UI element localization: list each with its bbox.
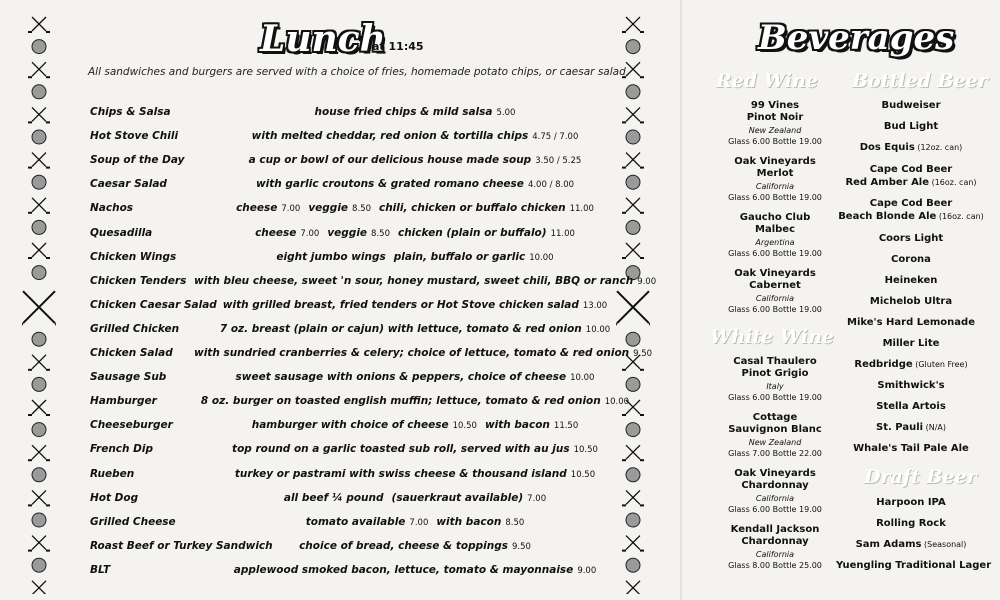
- menu-item-name: Caesar Salad: [90, 178, 167, 191]
- beverages-title: Beverages: [758, 18, 955, 58]
- wine-region: New Zealand: [748, 126, 802, 135]
- beer-item: [836, 518, 986, 530]
- wine-prices: Glass 8.00 Bottle 25.00: [728, 561, 822, 570]
- menu-item-name: Chicken Salad: [90, 347, 173, 359]
- menu-item-text: top round on a garlic toasted sub roll, served with au jus: [232, 443, 570, 456]
- beer-name: Mike's Hard Lemonade: [847, 317, 975, 328]
- beer-item: [836, 539, 986, 551]
- menu-item-description: [190, 443, 640, 455]
- beer-name: Rolling Rock: [876, 518, 946, 529]
- wine-name: Casal Thaulero Pinot Grigio: [733, 356, 817, 379]
- wine-prices: Glass 6.00 Bottle 19.00: [728, 305, 822, 314]
- menu-row: [0, 106, 620, 126]
- beer-item: [836, 121, 986, 133]
- menu-item-name: Grilled Cheese: [90, 515, 176, 528]
- wine-name: Oak Vineyards Merlot: [734, 156, 816, 179]
- crossed-golf-clubs-icon: [622, 581, 644, 594]
- menu-item-text: with sundried cranberries & celery; choice of lettuce, tomato & red onion: [194, 347, 630, 359]
- menu-item-price: 11.00: [550, 228, 575, 239]
- menu-item-price: 9.00: [577, 565, 597, 576]
- crossed-golf-clubs-icon: [622, 17, 644, 32]
- wine-region: California: [755, 550, 795, 559]
- wine-prices: Glass 6.00 Bottle 19.00: [728, 249, 822, 258]
- menu-item-name: Hamburger: [90, 395, 157, 408]
- menu-item-description: [190, 274, 657, 287]
- beer-note: (16oz. can): [936, 212, 984, 221]
- beer-note: (N/A): [923, 423, 946, 432]
- wine-item: [700, 356, 850, 402]
- wine-item: [700, 524, 850, 570]
- menu-row: [0, 130, 620, 150]
- menu-item-name: Chips & Salsa: [90, 106, 171, 118]
- menu-item-price: 3.50 / 5.25: [535, 156, 582, 167]
- menu-item-description: [190, 516, 640, 528]
- menu-item-name: Hot Dog: [90, 491, 139, 504]
- crossed-golf-clubs-icon: [28, 62, 50, 77]
- menu-item-name: Cheeseburger: [90, 419, 173, 432]
- beer-item: [836, 497, 986, 509]
- wine-name: Cottage Sauvignon Blanc: [728, 412, 822, 435]
- menu-item-price: 8.50: [352, 204, 371, 215]
- menu-item-text: 7 oz. breast (plain or cajun) with lettuce, tomato & red onion: [219, 322, 582, 335]
- beer-name: Michelob Ultra: [869, 296, 953, 307]
- menu-row: [0, 516, 620, 536]
- menu-item-description: [190, 371, 640, 383]
- menu-row: [0, 154, 620, 174]
- menu-item-description: [190, 106, 640, 118]
- menu-item-text: chicken (plain or buffalo): [397, 226, 547, 239]
- golf-ball-icon: [626, 85, 640, 99]
- wine-region: Argentina: [755, 238, 795, 247]
- menu-item-description: [190, 492, 640, 504]
- menu-item-price: 5.00: [496, 108, 516, 118]
- menu-row: [0, 323, 620, 343]
- menu-row: [0, 395, 630, 415]
- beer-name: Bud Light: [883, 121, 939, 132]
- menu-item-description: [190, 540, 640, 552]
- menu-row: [0, 443, 620, 463]
- menu-item-description: [190, 468, 640, 480]
- beer-item: [836, 198, 986, 210]
- beer-name: Stella Artois: [876, 401, 946, 412]
- beer-name: Dos Equis: [859, 142, 915, 153]
- menu-row: [0, 274, 657, 295]
- menu-item-description: [190, 419, 640, 431]
- menu-item-price: 8.50: [371, 228, 390, 239]
- page-fold: [680, 0, 682, 600]
- beer-note: (16oz. can): [929, 178, 977, 187]
- menu-item-name: Chicken Caesar Salad: [90, 298, 217, 311]
- menu-item-name: Grilled Chicken: [90, 322, 180, 335]
- beer-name: St. Pauli: [876, 422, 924, 433]
- menu-item-price: 10.50: [570, 469, 596, 480]
- beer-item: [836, 359, 986, 371]
- menu-item-name: French Dip: [90, 443, 153, 456]
- wine-name: 99 Vines Pinot Noir: [746, 100, 804, 123]
- menu-item-name: Sausage Sub: [90, 371, 167, 384]
- menu-item-price: 7.00: [300, 228, 320, 239]
- beer-name: Corona: [891, 254, 931, 265]
- beer-item: [836, 443, 986, 455]
- beer-item: [836, 177, 986, 189]
- beer-name: Red Amber Ale: [845, 177, 930, 188]
- menu-item-price: 7.00: [527, 493, 547, 504]
- menu-item-price: 10.00: [585, 324, 611, 335]
- menu-item-text: with bacon: [436, 515, 502, 528]
- wine-item: [700, 412, 850, 458]
- menu-item-text: all beef ¼ pound: [283, 491, 384, 504]
- menu-item-description: [190, 227, 640, 239]
- beer-item: [836, 275, 986, 287]
- beer-item: [836, 211, 986, 223]
- menu-item-description: [190, 251, 640, 263]
- beer-item: [836, 338, 986, 350]
- menu-row: [0, 347, 653, 367]
- menu-item-text: turkey or pastrami with swiss cheese & thousand island: [234, 467, 567, 480]
- beer-name: Redbridge: [854, 359, 913, 370]
- wine-item: [700, 212, 850, 258]
- wine-prices: Glass 6.00 Bottle 19.00: [728, 193, 822, 202]
- menu-item-price: 10.50: [452, 421, 477, 432]
- menu-row: [0, 251, 620, 271]
- beer-item: [836, 254, 986, 266]
- menu-item-name: BLT: [90, 563, 111, 576]
- beer-note: (12oz. can): [914, 143, 963, 152]
- beer-item: [836, 233, 986, 245]
- menu-item-name: Chicken Tenders: [90, 274, 187, 287]
- menu-item-price: 10.00: [604, 397, 630, 408]
- draft-beer-heading: Draft Beer: [864, 466, 977, 488]
- menu-item-price: 4.00 / 8.00: [527, 180, 575, 191]
- red-wine-heading: Red Wine: [716, 70, 818, 92]
- beer-name: Miller Lite: [882, 338, 940, 349]
- menu-item-price: 9.00: [637, 276, 657, 287]
- beer-name: Cape Cod Beer: [869, 198, 953, 209]
- menu-item-price: 4.75 / 7.00: [532, 132, 579, 143]
- menu-item-price: 13.00: [582, 300, 608, 311]
- menu-item-text: veggie: [308, 202, 349, 215]
- menu-item-price: 11.50: [553, 421, 579, 432]
- beer-note: (Seasonal): [921, 540, 967, 549]
- beer-name: Smithwick's: [877, 380, 945, 391]
- beer-item: [836, 317, 986, 329]
- lunch-title: Lunch: [260, 18, 386, 60]
- beer-name: Whale's Tail Pale Ale: [853, 443, 969, 454]
- menu-item-description: [190, 178, 640, 190]
- menu-item-description: [190, 323, 640, 335]
- beer-name: Yuengling Traditional Lager: [836, 560, 992, 571]
- menu-item-price: 10.00: [529, 252, 554, 263]
- wine-prices: Glass 7.00 Bottle 22.00: [728, 449, 822, 458]
- menu-row: [0, 227, 620, 247]
- menu-row: [0, 468, 620, 488]
- menu-item-text: choice of bread, cheese & toppings: [299, 539, 508, 552]
- beer-name: Cape Cod Beer: [869, 164, 953, 175]
- menu-item-text: with garlic croutons & grated romano cheese: [255, 178, 524, 191]
- beer-name: Heineken: [884, 275, 938, 286]
- wine-name: Oak Vineyards Cabernet: [734, 268, 816, 291]
- beer-name: Budweiser: [881, 100, 941, 111]
- menu-item-name: Nachos: [90, 202, 134, 215]
- menu-row: [0, 178, 620, 198]
- menu-item-text: with melted cheddar, red onion & tortilla chips: [251, 130, 529, 143]
- wine-item: [700, 468, 850, 514]
- menu-item-description: [190, 130, 640, 142]
- menu-item-price: 7.00: [409, 517, 429, 528]
- menu-item-text: tomato available: [305, 515, 406, 528]
- menu-item-text: cheese: [236, 202, 278, 215]
- wine-name: Oak Vineyards Chardonnay: [734, 468, 816, 491]
- beer-name: Sam Adams: [855, 539, 922, 550]
- menu-item-text: cheese: [255, 226, 297, 239]
- beer-name: Harpoon IPA: [876, 497, 946, 508]
- golf-ball-icon: [626, 40, 640, 54]
- menu-item-name: Roast Beef or Turkey Sandwich: [90, 539, 273, 552]
- wine-region: New Zealand: [748, 438, 802, 447]
- beer-item: [836, 560, 992, 572]
- menu-row: [0, 492, 620, 512]
- menu-item-price: 8.50: [505, 517, 525, 528]
- menu-item-price: 7.00: [281, 204, 301, 215]
- menu-row: [0, 540, 620, 560]
- menu-item-name: Soup of the Day: [90, 154, 185, 167]
- beer-item: [836, 422, 986, 434]
- menu-row: [0, 419, 620, 439]
- beer-item: [836, 142, 986, 154]
- menu-row: [0, 564, 620, 584]
- beer-name: Beach Blonde Ale: [838, 211, 937, 222]
- menu-item-description: [190, 202, 640, 214]
- menu-item-text: (sauerkraut available): [391, 491, 524, 504]
- menu-item-price: 11.00: [569, 204, 594, 215]
- wine-region: Italy: [766, 382, 784, 391]
- wine-name: Kendall Jackson Chardonnay: [730, 524, 820, 547]
- menu-item-text: plain, buffalo or garlic: [393, 250, 526, 263]
- wine-region: California: [755, 294, 795, 303]
- beer-item: [836, 100, 986, 112]
- menu-item-text: with bleu cheese, sweet 'n sour, honey mustard, sweet chili, BBQ or ranch: [194, 274, 634, 287]
- beer-note: (Gluten Free): [912, 360, 968, 369]
- golf-ball-icon: [32, 85, 46, 99]
- wine-region: California: [755, 494, 795, 503]
- menu-item-name: Rueben: [90, 467, 135, 480]
- beer-name: Coors Light: [878, 233, 944, 244]
- menu-item-name: Hot Stove Chili: [90, 130, 179, 143]
- crossed-golf-clubs-icon: [28, 17, 50, 32]
- bottled-beer-heading: Bottled Beer: [852, 70, 988, 92]
- menu-item-text: a cup or bowl of our delicious house made soup: [248, 154, 532, 167]
- lunch-note: All sandwiches and burgers are served with a choice of fries, homemade potato chips, or caesar salad: [88, 66, 626, 78]
- menu-item-description: [190, 154, 640, 166]
- menu-item-price: 9.50: [511, 541, 531, 552]
- menu-item-name: Quesadilla: [90, 226, 153, 239]
- menu-item-price: 9.50: [633, 349, 653, 359]
- menu-row: [0, 202, 620, 222]
- menu-row: [0, 371, 620, 391]
- menu-item-text: with grilled breast, fried tenders or Hot Stove chicken salad: [222, 298, 579, 311]
- menu-item-description: [190, 395, 640, 407]
- menu-item-text: 8 oz. burger on toasted english muffin; lettuce, tomato & red onion: [200, 395, 601, 408]
- golf-ball-icon: [32, 40, 46, 54]
- white-wine-heading: White Wine: [710, 326, 834, 348]
- beer-item: [836, 401, 986, 413]
- menu-item-price: 10.00: [570, 373, 595, 384]
- wine-region: California: [755, 182, 795, 191]
- menu-item-name: Chicken Wings: [90, 250, 177, 263]
- wine-prices: Glass 6.00 Bottle 19.00: [728, 505, 822, 514]
- menu-item-description: [190, 564, 640, 576]
- menu-item-description: [190, 299, 640, 311]
- menu-item-text: sweet sausage with onions & peppers, choice of cheese: [235, 371, 567, 384]
- wine-name: Gaucho Club Malbec: [739, 212, 811, 235]
- wine-item: [700, 156, 850, 202]
- menu-item-text: hamburger with choice of cheese: [251, 419, 449, 432]
- menu-item-text: applewood smoked bacon, lettuce, tomato & mayonnaise: [233, 563, 574, 576]
- menu-item-text: chili, chicken or buffalo chicken: [378, 202, 566, 215]
- menu-item-description: [190, 347, 653, 359]
- menu-item-text: with bacon: [484, 419, 550, 432]
- menu-row: [0, 299, 620, 319]
- menu-item-text: eight jumbo wings: [276, 250, 386, 263]
- beer-item: [836, 164, 986, 176]
- wine-prices: Glass 6.00 Bottle 19.00: [728, 393, 822, 402]
- wine-item: [700, 100, 850, 146]
- wine-item: [700, 268, 850, 314]
- lunch-time: at 11:45: [372, 40, 424, 53]
- menu-item-text: house fried chips & mild salsa: [314, 106, 493, 118]
- wine-prices: Glass 6.00 Bottle 19.00: [728, 137, 822, 146]
- beer-item: [836, 296, 986, 308]
- beer-item: [836, 380, 986, 392]
- menu-item-text: veggie: [327, 226, 368, 239]
- menu-item-price: 10.50: [573, 445, 598, 456]
